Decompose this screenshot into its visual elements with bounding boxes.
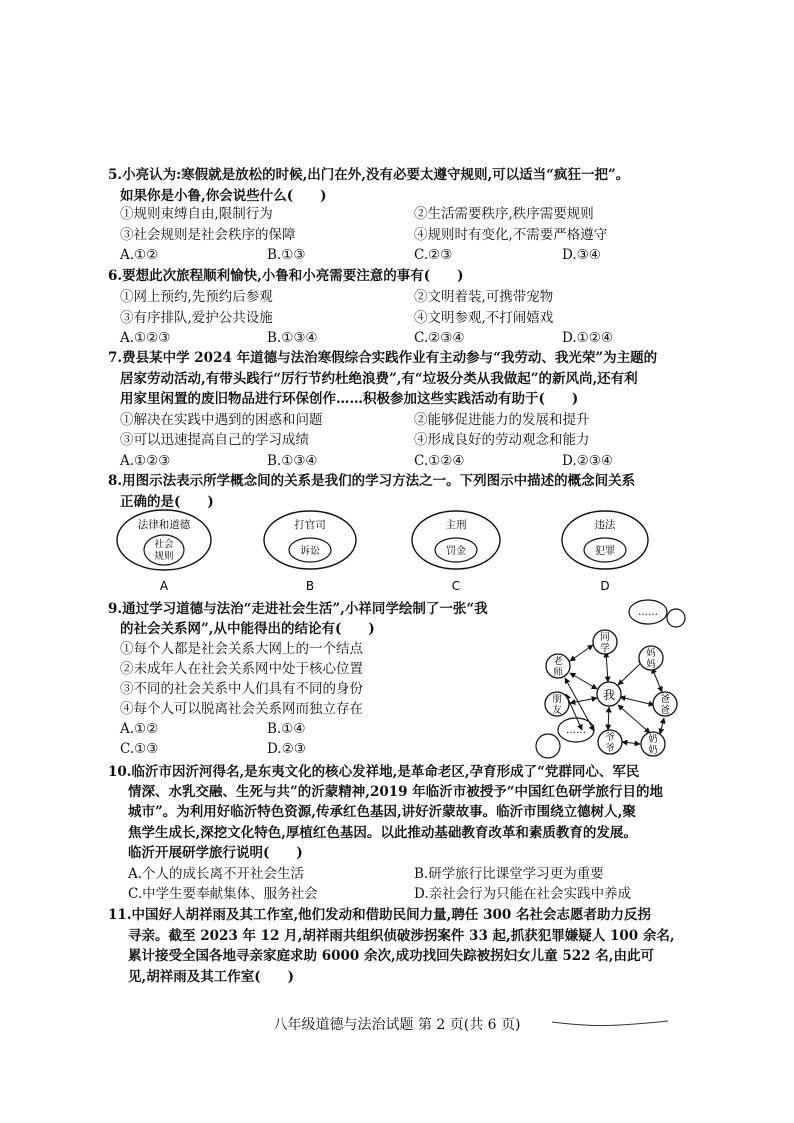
- footer-decorative-curve: [550, 1014, 670, 1030]
- q10-stem-line3: 城市”。为利用好临沂特色资源,传承红色基因,讲好沂蒙故事。临沂市围绕立德树人,聚: [128, 804, 636, 820]
- diagram-c: [412, 511, 500, 593]
- q11-stem-line1: 11.中国好人胡祥雨及其工作室,他们发动和借助民间力量,聘任 300 名社会志愿者助力反拐: [108, 907, 651, 923]
- q8-stem-line2: 正确的是( ): [120, 494, 214, 510]
- q9-option-4: ④每个人可以脱离社会关系网而独立存在: [120, 701, 363, 717]
- q7-option-2: ②能够促进能力的发展和提升: [414, 412, 590, 428]
- q8-stem-line1: 8.用图示法表示所学概念间的关系是我们的学习方法之一。下列图示中描述的概念间关系: [108, 473, 636, 489]
- q9-choice-b: B.①④: [267, 721, 306, 737]
- q9-choice-a: A.①②: [120, 721, 159, 737]
- q10-stem-line1: 10.临沂市因沂河得名,是东夷文化的核心发祥地,是革命老区,孕育形成了“党群同心、军民: [108, 764, 640, 780]
- diagram-c-inner-label: 罚金: [446, 546, 466, 557]
- network-dots-top: ……: [638, 607, 658, 618]
- diagram-d-inner-label: 犯罪: [595, 546, 615, 557]
- q5-stem-line2: 如果你是小鲁,你会说些什么( ): [120, 188, 327, 204]
- q5-choice-a: A.①②: [120, 247, 159, 263]
- network-node-teacher-label-1: 老: [553, 656, 563, 667]
- network-node-father-label-1: 爸: [660, 694, 670, 705]
- network-node-friend-label-2: 友: [552, 705, 562, 716]
- network-node-grandmother-label-1: 奶: [648, 734, 658, 745]
- network-node-grandfather-label-2: 爷: [605, 743, 615, 754]
- network-node-mother-label-1: 妈: [646, 648, 656, 659]
- network-empty-circle-left: [536, 734, 560, 758]
- q10-choice-b: B.研学旅行比课堂学习更为重要: [414, 866, 604, 882]
- diagram-a-outer-label: 法律和道德: [137, 519, 191, 531]
- diagram-a-letter: A: [159, 579, 169, 593]
- diagram-a-inner-label-1: 社会: [154, 539, 174, 550]
- network-node-me-label: 我: [602, 688, 616, 702]
- q10-stem-line5: 临沂开展研学旅行说明( ): [128, 845, 303, 861]
- q7-choice-b: B.①③④: [267, 453, 318, 469]
- diagram-c-letter: C: [451, 579, 461, 593]
- diagram-a: [117, 510, 211, 593]
- q7-choice-c: C.①②④: [414, 453, 465, 469]
- network-node-grandfather-label-1: 爷: [605, 732, 615, 743]
- q5-choice-b: B.①③: [267, 247, 306, 263]
- q9-stem-line2: 的社会关系网”,从中能得出的结论有( ): [120, 621, 375, 637]
- diagram-b-inner-label: 诉讼: [300, 546, 320, 557]
- q7-stem-line3: 用家里闲置的废旧物品进行环保创作……积极参加这些实践活动有助于( ): [120, 391, 579, 407]
- q8-concept-diagrams: [110, 508, 670, 608]
- q6-choice-b: B.①③④: [267, 330, 318, 346]
- q6-choice-c: C.②③④: [414, 330, 465, 346]
- network-dots-left: ……: [566, 725, 586, 736]
- q6-stem: 6.要想此次旅程顺利愉快,小鲁和小亮需要注意的事有( ): [108, 268, 464, 284]
- q5-option-1: ①规则束缚自由,限制行为: [120, 206, 273, 222]
- q9-stem-line1: 9.通过学习道德与法治“走进社会生活”,小祥同学绘制了一张“我: [108, 601, 488, 617]
- diagram-b-letter: B: [305, 579, 315, 593]
- q5-stem-line1: 5.小亮认为:寒假就是放松的时候,出门在外,没有必要太遵守规则,可以适当“疯狂一把”。: [108, 167, 630, 183]
- network-node-teacher-label-2: 师: [553, 667, 563, 678]
- q5-option-2: ②生活需要秩序,秩序需要规则: [414, 206, 594, 222]
- diagram-b-outer-label: 打官司: [294, 519, 326, 531]
- q11-stem-line4: 见,胡祥雨及其工作室( ): [128, 969, 294, 985]
- q10-stem-line2: 情深、水乳交融、生死与共”的沂蒙精神,2019 年临沂市被授予“中国红色研学旅行目的地: [128, 784, 664, 800]
- network-node-classmate-label-2: 学: [600, 643, 610, 654]
- q10-choice-d: D.亲社会行为只能在社会实践中养成: [414, 886, 632, 902]
- network-node-mother-label-2: 妈: [646, 659, 656, 670]
- q5-choice-d: D.③④: [562, 247, 601, 263]
- network-empty-circle-top: [667, 609, 685, 627]
- q6-option-1: ①网上预约,先预约后参观: [120, 289, 273, 305]
- network-node-friend-label-1: 朋: [552, 694, 562, 705]
- q7-choice-d: D.②③④: [562, 453, 613, 469]
- q9-social-network-diagram: [530, 596, 705, 766]
- q7-option-1: ①解决在实践中遇到的困惑和问题: [120, 412, 323, 428]
- network-node-classmate-label-1: 同: [600, 632, 610, 643]
- q9-option-3: ③不同的社会关系中人们具有不同的身份: [120, 681, 363, 697]
- q5-option-3: ③社会规则是社会秩序的保障: [120, 227, 296, 243]
- q6-choice-d: D.①②④: [562, 330, 613, 346]
- diagram-c-outer-label: 主刑: [445, 519, 467, 531]
- q7-choice-a: A.①②③: [120, 453, 171, 469]
- page-footer: 八年级道德与法治试题 第 2 页(共 6 页): [273, 1017, 521, 1033]
- diagram-d: [562, 511, 648, 593]
- q9-choice-c: C.①③: [120, 741, 159, 757]
- diagram-b: [264, 511, 356, 593]
- q9-option-2: ②未成年人在社会关系网中处于核心位置: [120, 661, 363, 677]
- q11-stem-line2: 寻亲。截至 2023 年 12 月,胡祥雨共组织侦破涉拐案件 33 起,抓获犯罪嫌疑人 100 余名,: [128, 928, 675, 944]
- q6-option-2: ②文明着装,可携带宠物: [414, 289, 554, 305]
- q6-option-3: ③有序排队,爱护公共设施: [120, 310, 273, 326]
- q9-option-1: ①每个人都是社会关系大网上的一个结点: [120, 641, 363, 657]
- q5-option-4: ④规则时有变化,不需要严格遵守: [414, 227, 608, 243]
- diagram-d-outer-label: 违法: [594, 519, 616, 531]
- diagram-a-inner-label-2: 规则: [154, 551, 174, 562]
- q10-choice-c: C.中学生要奉献集体、服务社会: [128, 886, 318, 902]
- q7-option-3: ③可以迅速提高自己的学习成绩: [120, 432, 309, 448]
- q9-choice-d: D.②③: [267, 741, 306, 757]
- q10-stem-line4: 焦学生成长,深挖文化特色,厚植红色基因。以此推动基础教育改革和素质教育的发展。: [128, 825, 637, 841]
- q6-choice-a: A.①②③: [120, 330, 171, 346]
- q6-option-4: ④文明参观,不打闹嬉戏: [414, 310, 554, 326]
- q7-stem-line1: 7.费县某中学 2024 年道德与法治寒假综合实践作业有主动参与“我劳动、我光荣”为主题的: [108, 350, 658, 366]
- network-node-grandmother-label-2: 奶: [648, 745, 658, 756]
- network-node-father-label-2: 爸: [660, 705, 670, 716]
- q10-choice-a: A.个人的成长离不开社会生活: [128, 866, 305, 882]
- q7-stem-line2: 居家劳动活动,有带头践行“厉行节约杜绝浪费”,有“垃圾分类从我做起”的新风尚,还有利: [120, 371, 638, 387]
- diagram-d-letter: D: [600, 579, 610, 593]
- q11-stem-line3: 累计接受全国各地寻亲家庭求助 6000 余次,成功找回失踪被拐妇女儿童 522 名,由此可: [128, 948, 654, 964]
- q7-option-4: ④形成良好的劳动观念和能力: [414, 432, 590, 448]
- q5-choice-c: C.②③: [414, 247, 453, 263]
